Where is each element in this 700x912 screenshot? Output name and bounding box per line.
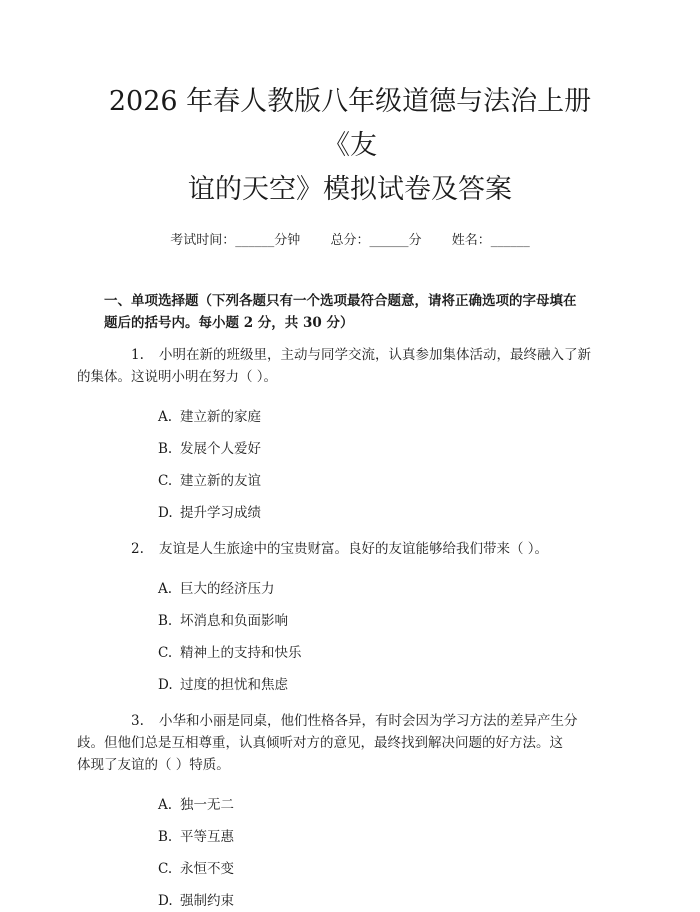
option-text: 永恒不变 <box>180 861 234 877</box>
option-text: 过度的担忧和焦虑 <box>180 677 288 693</box>
option-letter: B. <box>158 613 173 629</box>
option-1b[interactable] <box>104 438 596 460</box>
option-letter: D. <box>158 893 173 909</box>
option-1c[interactable] <box>104 470 596 492</box>
section-heading-line1: 一、单项选择题（下列各题只有一个选项最符合题意，请将正确选项的字母填在 <box>104 293 577 309</box>
exam-title-line2: 谊的天空》模拟试卷及答案 <box>188 174 512 205</box>
option-3c[interactable] <box>104 858 596 880</box>
option-letter: A. <box>158 797 173 813</box>
option-letter: A. <box>158 409 173 425</box>
question-number: 3. <box>131 713 144 729</box>
section-heading-line2: 题后的括号内。每小题 2 分，共 30 分） <box>104 315 354 331</box>
option-letter: C. <box>158 473 173 489</box>
option-3a[interactable] <box>104 794 596 816</box>
student-name-field: 姓名：______ <box>451 233 530 248</box>
question-1 <box>77 344 596 388</box>
option-2c[interactable] <box>104 642 596 664</box>
option-letter: A. <box>158 581 173 597</box>
option-text: 坏消息和负面影响 <box>180 613 288 629</box>
question-text-line1: 友谊是人生旅途中的宝贵财富。良好的友谊能够给我们带来（ ）。 <box>159 541 549 557</box>
question-3 <box>77 710 596 776</box>
option-3d[interactable] <box>104 890 596 912</box>
question-text-line1: 小明在新的班级里，主动与同学交流，认真参加集体活动，最终融入了新 <box>159 347 591 363</box>
exam-time-field: 考试时间：______分钟 <box>170 233 301 248</box>
section-heading <box>104 290 596 334</box>
exam-meta <box>104 232 596 250</box>
option-text: 独一无二 <box>180 797 234 813</box>
total-score-field: 总分：______分 <box>330 233 422 248</box>
option-text: 强制约束 <box>180 893 234 909</box>
option-letter: D. <box>158 677 173 693</box>
option-letter: D. <box>158 505 173 521</box>
option-text: 平等互惠 <box>180 829 234 845</box>
option-text: 巨大的经济压力 <box>180 581 275 597</box>
question-text-line2: 歧。但他们总是互相尊重，认真倾听对方的意见，最终找到解决问题的好方法。这 <box>77 735 563 751</box>
question-number: 1. <box>131 347 144 363</box>
exam-title-line1: 2026 年春人教版八年级道德与法治上册《友 <box>108 86 592 161</box>
question-2 <box>104 538 596 560</box>
option-letter: C. <box>158 861 173 877</box>
option-3b[interactable] <box>104 826 596 848</box>
exam-title <box>104 0 596 212</box>
option-text: 发展个人爱好 <box>180 441 261 457</box>
option-text: 建立新的友谊 <box>180 473 261 489</box>
question-number: 2. <box>131 541 144 557</box>
question-text-line1: 小华和小丽是同桌，他们性格各异，有时会因为学习方法的差异产生分 <box>159 713 578 729</box>
option-2b[interactable] <box>104 610 596 632</box>
option-letter: B. <box>158 829 173 845</box>
question-text-line2: 的集体。这说明小明在努力（ ）。 <box>77 369 278 385</box>
option-1d[interactable] <box>104 502 596 524</box>
option-2d[interactable] <box>104 674 596 696</box>
option-text: 建立新的家庭 <box>180 409 261 425</box>
option-1a[interactable] <box>104 406 596 428</box>
option-text: 精神上的支持和快乐 <box>180 645 302 661</box>
option-2a[interactable] <box>104 578 596 600</box>
option-letter: C. <box>158 645 173 661</box>
question-text-line3: 体现了友谊的（ ）特质。 <box>77 757 230 773</box>
option-text: 提升学习成绩 <box>180 505 261 521</box>
option-letter: B. <box>158 441 173 457</box>
